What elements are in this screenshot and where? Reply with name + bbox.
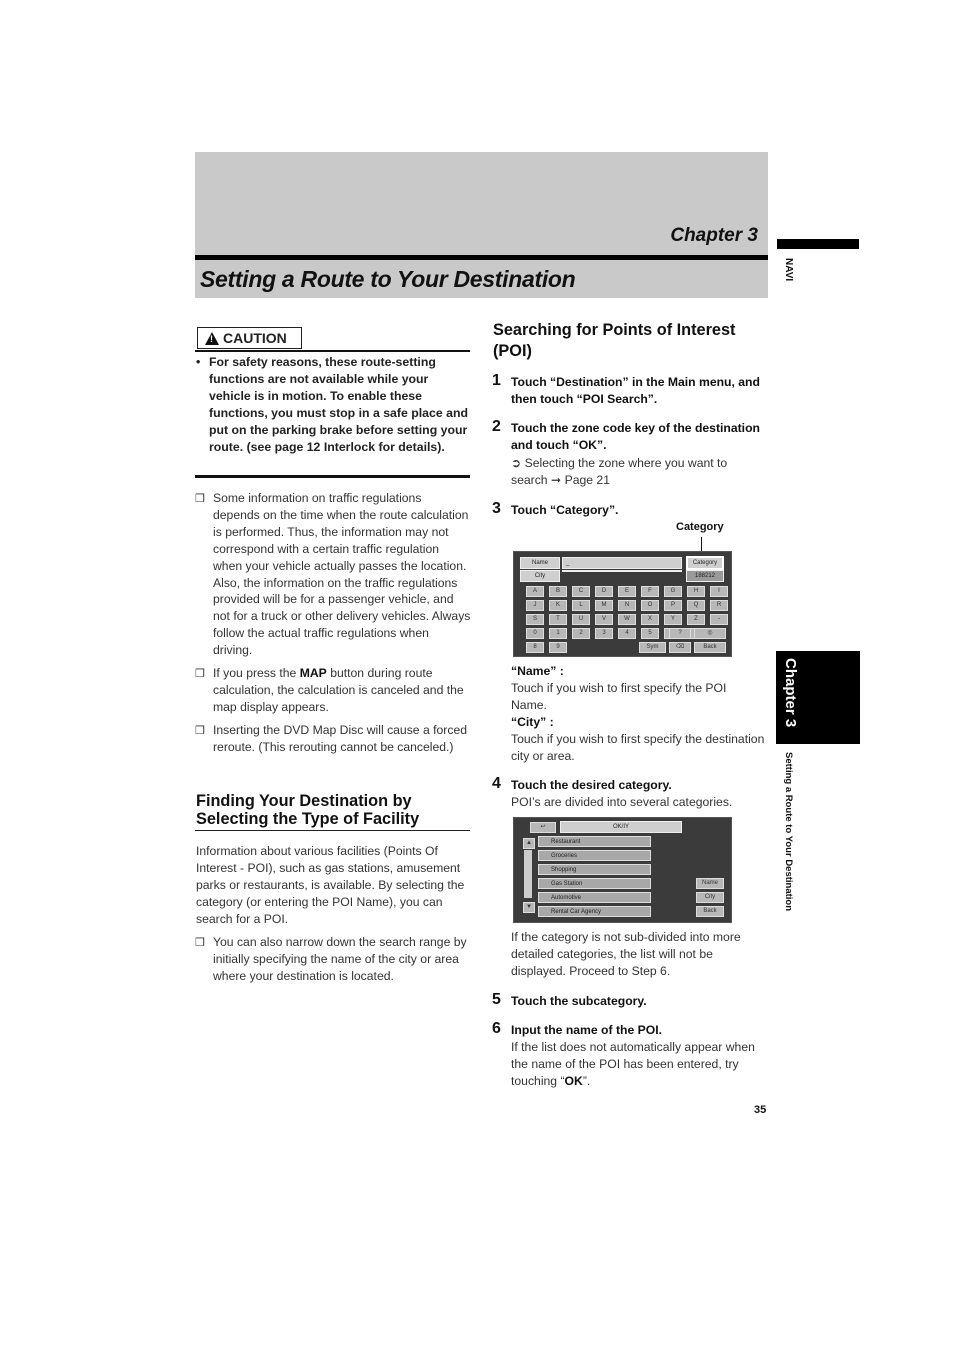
note-text: Some information on traffic regulations depends on the time when the route calculation is performed. Thus, the information may not correspond with a certain traffic regulation when your vehicle actually passes the location. Also, the information on the traffic regulations provided will be for a passenger vehicle, and not for a truck or other delivery vehicles. Always follow the actual traffic regulations when driving. [213, 491, 471, 658]
step-number: 6 [492, 1020, 501, 1037]
category-item[interactable]: Restaurant [538, 836, 651, 847]
step-note: If the category is not sub-divided into more detailed categories, the list will not be displayed. Proceed to Step 6. [511, 930, 741, 978]
keyboard-key[interactable]: 9 [549, 642, 567, 653]
map-key-label: MAP [299, 666, 327, 680]
scrollbar[interactable] [524, 850, 532, 898]
back-arrow-icon[interactable]: ↩ [530, 822, 556, 833]
keyboard-key[interactable]: 5 [641, 628, 659, 639]
reference-arrow-icon: ➲ [511, 456, 522, 470]
step-description [511, 1039, 768, 1090]
step-text: Touch the zone code key of the destination and touch “OK”. [511, 421, 760, 452]
chapter-tab-label: Chapter 3 [782, 658, 799, 728]
keyboard-key[interactable]: 1 [549, 628, 567, 639]
keyboard-key[interactable]: L [572, 600, 590, 611]
note-text: If you press the [213, 666, 300, 680]
note-dvd-reroute [195, 722, 471, 756]
keyboard-key[interactable]: O [641, 600, 659, 611]
step-text: Touch the subcategory. [511, 994, 647, 1008]
category-item[interactable]: Shopping [538, 864, 651, 875]
keyboard-key[interactable]: K [549, 600, 567, 611]
category-item[interactable]: Automotive [538, 892, 651, 903]
keyboard-key[interactable]: B [549, 586, 567, 597]
keyboard-key[interactable]: U [572, 614, 590, 625]
back-button[interactable]: Back [696, 906, 724, 917]
note-box-icon: ❒ [195, 493, 205, 505]
note-text: button during route calculation, the calculation is canceled and the map display appears. [213, 666, 464, 714]
city-button[interactable]: City [696, 892, 724, 903]
category-button[interactable]: Category [686, 556, 724, 570]
keyboard-key[interactable]: Q [687, 600, 705, 611]
keyboard-key[interactable]: Z [687, 614, 705, 625]
caution-badge [197, 327, 302, 349]
keyboard-key[interactable]: F [641, 586, 659, 597]
note-text: You can also narrow down the search range by initially specifying the name of the city or area where your destination is located. [213, 935, 467, 983]
scroll-down-icon[interactable]: ▼ [523, 902, 535, 913]
body-text: If the list does not automatically appear when the name of the POI has been entered, try touching “ [511, 1040, 755, 1088]
step-number: 2 [492, 418, 501, 435]
poi-category-screenshot [513, 817, 732, 923]
category-callout: Category [676, 521, 724, 533]
caution-text [196, 354, 470, 455]
heading-finding-destination: Finding Your Destination by Selecting the Type of Facility [196, 792, 420, 828]
city-button[interactable]: City [520, 570, 560, 582]
keyboard-key[interactable]: V [595, 614, 613, 625]
category-item[interactable]: Groceries [538, 850, 651, 861]
zone-code: 188212 [686, 570, 724, 582]
category-item[interactable]: Rental Car Agency [538, 906, 651, 917]
page-title: Setting a Route to Your Destination [200, 266, 576, 292]
bullet: • [196, 355, 201, 369]
heading-poi-search: Searching for Points of Interest (POI) [493, 321, 736, 360]
chapter-label: Chapter 3 [670, 225, 758, 246]
sym-key[interactable]: Sym [639, 642, 666, 653]
keyboard-key[interactable]: W [618, 614, 636, 625]
note-box-icon: ❒ [195, 668, 205, 680]
caution-rule-bottom [195, 475, 470, 478]
step-text: Touch “Destination” in the Main menu, and then touch “POI Search”. [511, 375, 760, 406]
warning-icon: ! [205, 332, 219, 345]
name-description: Touch if you wish to first specify the POI Name. [511, 681, 727, 712]
step-text: Touch the desired category. [511, 778, 672, 792]
city-label: “City” : [511, 715, 554, 729]
city-field [562, 570, 682, 572]
category-item[interactable]: Gas Station [538, 878, 651, 889]
keyboard-key[interactable]: C [572, 586, 590, 597]
keyboard-key[interactable]: P [664, 600, 682, 611]
step-number: 4 [492, 775, 501, 792]
name-label: “Name” : [511, 664, 564, 678]
city-description: Touch if you wish to first specify the destination city or area. [511, 732, 765, 763]
step-number: 3 [492, 500, 501, 517]
keyboard-key[interactable]: 2 [572, 628, 590, 639]
step-description: POI’s are divided into several categories. [511, 795, 733, 809]
poi-keyboard-screenshot [513, 551, 732, 657]
note-box-icon: ❒ [195, 725, 205, 737]
reference-text: Selecting the zone where you want to search ➞ Page 21 [511, 456, 728, 487]
keyboard-key[interactable]: Y [664, 614, 682, 625]
help-key[interactable]: ? [669, 628, 691, 639]
header-rule [195, 255, 768, 260]
heading-rule [195, 830, 470, 831]
category-title: OK/IY [560, 821, 682, 833]
backspace-key[interactable]: ⌫ [669, 642, 691, 653]
keyboard-key[interactable]: E [618, 586, 636, 597]
scroll-up-icon[interactable]: ▲ [523, 838, 535, 849]
caution-rule-top [195, 350, 470, 352]
keyboard-key[interactable]: R [710, 600, 728, 611]
keyboard-key[interactable]: D [595, 586, 613, 597]
keyboard-key[interactable]: X [641, 614, 659, 625]
note-narrow-search [195, 934, 471, 985]
finding-body: Information about various facilities (Points Of Interest - POI), such as gas stations, amusement parks or restaurants, is available. By selecting the category (or entering the POI Name), you can search for a POI. [196, 844, 465, 926]
step-reference [511, 455, 761, 489]
keyboard-key[interactable]: T [549, 614, 567, 625]
keyboard-key[interactable]: 3 [595, 628, 613, 639]
keyboard-key[interactable]: 0 [526, 628, 544, 639]
note-map-button [195, 665, 471, 716]
step-number: 1 [492, 372, 501, 389]
note-box-icon: ❒ [195, 937, 205, 949]
page-number: 35 [754, 1104, 767, 1116]
name-button[interactable]: Name [520, 557, 560, 569]
note-text: Inserting the DVD Map Disc will cause a forced reroute. (This rerouting cannot be canceled.) [213, 723, 468, 754]
name-button[interactable]: Name [696, 878, 724, 889]
note-traffic-regulations [195, 490, 471, 659]
keyboard-key[interactable]: G [664, 586, 682, 597]
keyboard-key[interactable]: I [710, 586, 728, 597]
search-input[interactable]: _ [562, 557, 682, 569]
step-text: Touch “Category”. [511, 503, 619, 517]
keyboard-key[interactable]: 8 [526, 642, 544, 653]
navi-tab-label: NAVI [783, 258, 794, 282]
body-text: ”. [582, 1073, 591, 1088]
keyboard-key[interactable]: H [687, 586, 705, 597]
ok-key-label: OK [564, 1073, 583, 1088]
keyboard-key[interactable]: S [526, 614, 544, 625]
voice-key[interactable]: ◎ [694, 628, 726, 639]
keyboard-key[interactable]: 4 [618, 628, 636, 639]
keyboard-key[interactable]: N [618, 600, 636, 611]
keyboard-key[interactable]: M [595, 600, 613, 611]
keyboard-key[interactable]: - [710, 614, 728, 625]
caution-body: For safety reasons, these route-setting functions are not available while your vehicle is in motion. To enable these functions, you must stop in a safe place and put on the parking brake before setting your route. (see page 12 Interlock for details). [209, 355, 468, 454]
back-button[interactable]: Back [694, 642, 726, 653]
navi-tab-bar [777, 239, 859, 249]
side-section-label: Setting a Route to Your Destination [783, 752, 794, 912]
step-number: 5 [492, 991, 501, 1008]
caution-label: CAUTION [223, 330, 287, 346]
keyboard-key[interactable]: A [526, 586, 544, 597]
keyboard-key[interactable]: J [526, 600, 544, 611]
step-text: Input the name of the POI. [511, 1023, 662, 1037]
